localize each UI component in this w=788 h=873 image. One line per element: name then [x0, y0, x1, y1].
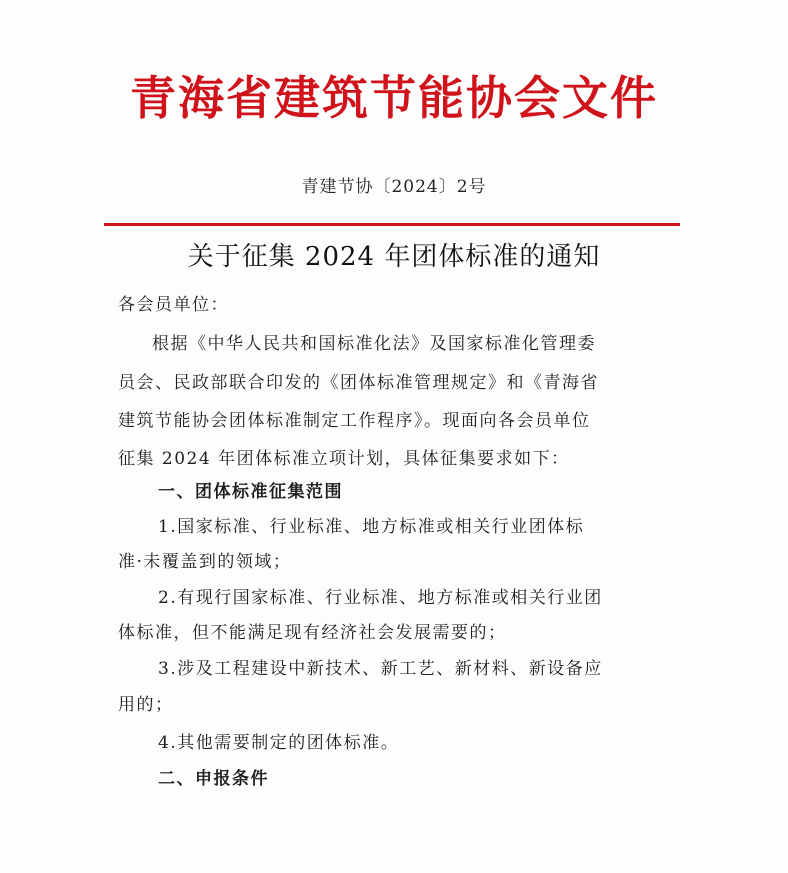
paragraph-line: 征集 2024 年团体标准立项计划，具体征集要求如下： [118, 449, 570, 469]
paragraph-line: 根据《中华人民共和国标准化法》及国家标准化管理委 [152, 334, 596, 354]
document-number: 青建节协〔2024〕2号 [301, 177, 487, 197]
salutation: 各会员单位： [118, 295, 229, 315]
list-item-line: 体标准，但不能满足现有经济社会发展需要的； [118, 623, 507, 643]
list-item-line: 用的； [118, 695, 174, 715]
paragraph-line: 建筑节能协会团体标准制定工作程序》。现面向各会员单位 [118, 411, 591, 431]
document-header-title: 青海省建筑节能协会文件 [130, 71, 658, 125]
list-item-line: 1.国家标准、行业标准、地方标准或相关行业团体标 [158, 517, 585, 537]
list-item-line: 准·未覆盖到的领域； [118, 552, 292, 572]
section-heading: 二、申报条件 [158, 769, 269, 789]
section-heading: 一、团体标准征集范围 [158, 482, 343, 502]
list-item-line: 2.有现行国家标准、行业标准、地方标准或相关行业团 [158, 588, 603, 608]
red-divider-line [104, 223, 680, 226]
list-item-line: 3.涉及工程建设中新技术、新工艺、新材料、新设备应 [158, 659, 603, 679]
notice-title: 关于征集 2024 年团体标准的通知 [187, 242, 601, 272]
list-item-line: 4.其他需要制定的团体标准。 [158, 733, 400, 753]
paragraph-line: 员会、民政部联合印发的《团体标准管理规定》和《青海省 [118, 373, 599, 393]
